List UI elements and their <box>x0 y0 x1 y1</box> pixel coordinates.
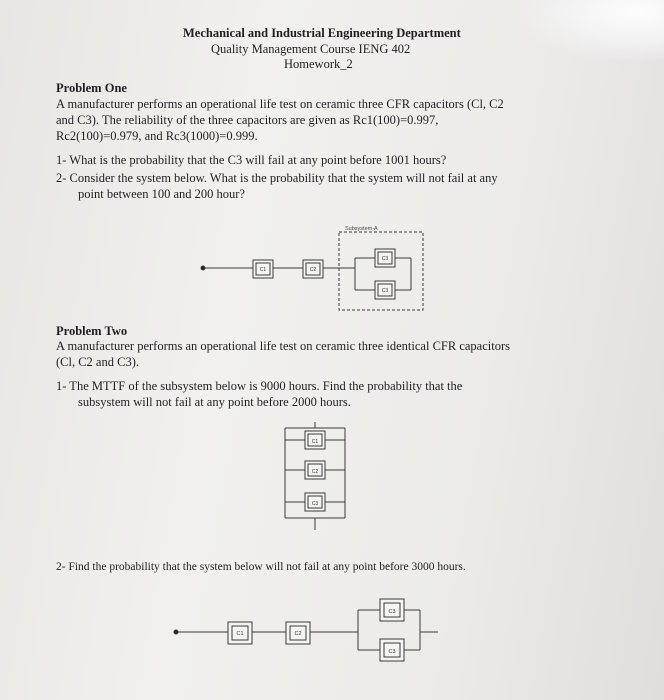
c3-block-bottom: C3 <box>381 288 389 294</box>
problem-two-question-1: 1- The MTTF of the subsystem below is 9000 hours. Find the probability that the <box>56 379 463 393</box>
problem-one-text-line: A manufacturer performs an operational life test on ceramic three CFR capacitors (Cl, C2 <box>56 97 504 111</box>
problem-one-question-1: 1- What is the probability that the C3 will fail at any point before 1001 hours? <box>56 153 447 167</box>
system-diagram-two <box>168 590 448 700</box>
problem-two-question-2: 2- Find the probability that the system below will not fail at any point before 3000 hours. <box>56 561 466 573</box>
department-title: Mechanical and Industrial Engineering Department <box>183 26 461 40</box>
c3-block-top: C3 <box>381 256 389 262</box>
problem-one-title: Problem One <box>56 81 127 95</box>
system-diagram-one <box>195 218 445 318</box>
problem-two-text-line: A manufacturer performs an operational life test on ceramic three identical CFR capacitors <box>56 339 510 353</box>
problem-one-question-2-cont: point between 100 and 200 hour? <box>78 187 245 201</box>
c3-block: C3 <box>311 501 319 507</box>
problem-two-text-line: (Cl, C2 and C3). <box>56 355 139 369</box>
problem-one-text-line: and C3). The reliability of the three capacitors are given as Rc1(100)=0.997, <box>56 113 439 127</box>
c2-block: C2 <box>311 469 319 475</box>
problem-one-question-2: 2- Consider the system below. What is the probability that the system will not fail at any <box>56 171 498 185</box>
c2-block: C2 <box>294 631 302 637</box>
c3-block-top: C3 <box>388 609 396 615</box>
c1-block: C1 <box>236 631 244 637</box>
parallel-diagram <box>275 420 355 532</box>
subsystem-label: Subsystem-A <box>345 226 378 232</box>
c3-block-bottom: C3 <box>388 649 396 655</box>
problem-two-question-1-cont: subsystem will not fail at any point before 2000 hours. <box>78 395 351 409</box>
problem-two-title: Problem Two <box>56 324 128 338</box>
c1-block: C1 <box>311 439 319 445</box>
problem-one-text-line: Rc2(100)=0.979, and Rc3(1000)=0.999. <box>56 129 258 143</box>
c1-block: C1 <box>259 267 267 273</box>
homework-title: Homework_2 <box>284 57 353 71</box>
c2-block: C2 <box>309 267 317 273</box>
course-title: Quality Management Course IENG 402 <box>211 42 411 56</box>
photo-glare <box>520 0 664 60</box>
